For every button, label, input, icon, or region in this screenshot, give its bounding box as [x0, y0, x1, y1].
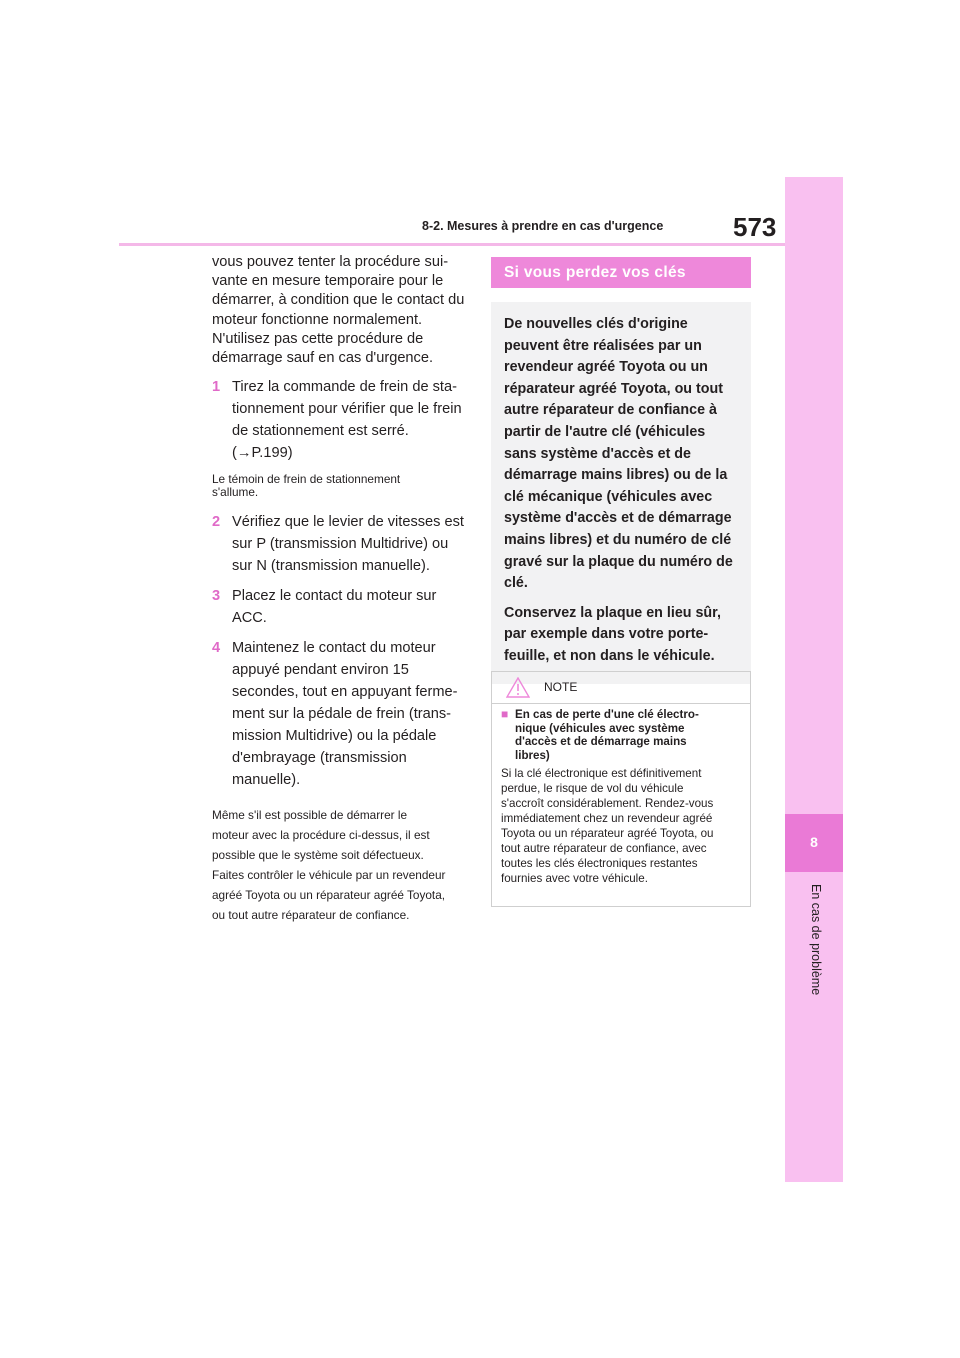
note-line: Si la clé électronique est définitivement — [501, 767, 702, 780]
box-line: Conservez la plaque en lieu sûr, — [504, 604, 721, 621]
step-line: Tirez la commande de frein de sta- — [232, 379, 457, 396]
step-2 — [212, 511, 470, 577]
step-line: ment sur la pédale de frein (trans- — [232, 706, 452, 723]
note-box — [491, 671, 751, 907]
intro-line: démarrer, à condition que le contact du — [212, 292, 465, 309]
chapter-title: En cas de problème — [809, 884, 823, 996]
step-line: sur N (transmission manuelle). — [232, 558, 430, 575]
note-line: s'accroît considérablement. Rendez-vous — [501, 797, 714, 810]
chapter-side-tab — [785, 177, 843, 1182]
final-note — [212, 805, 470, 925]
step-line: mission Multidrive) ou la pédale — [232, 728, 437, 745]
step-number: 2 — [212, 514, 221, 531]
box-line: clé mécanique (véhicules avec — [504, 488, 713, 505]
lost-keys-box — [491, 257, 751, 684]
step-3 — [212, 585, 470, 629]
intro-line: moteur fonctionne normalement. — [212, 311, 423, 328]
note-item-title: libres) — [515, 748, 550, 762]
intro-line: N'utilisez pas cette procédure de — [212, 330, 424, 347]
box-line: système d'accès et de démarrage — [504, 510, 732, 527]
note-line: immédiatement chez un revendeur agréé — [501, 812, 713, 825]
intro-paragraph — [212, 253, 470, 368]
step-line: appuyé pendant environ 15 — [232, 662, 409, 679]
step-line: secondes, tout en appuyant ferme- — [232, 684, 458, 701]
warning-triangle-icon — [506, 677, 530, 698]
procedure-column — [212, 253, 470, 925]
note-line: perdue, le risque de vol du véhicule — [501, 782, 684, 795]
box-line: sans système d'accès et de — [504, 445, 691, 462]
box-line: peuvent être réalisées par un — [504, 337, 702, 354]
step-1 — [212, 376, 470, 464]
intro-line: démarrage sauf en cas d'urgence. — [212, 350, 434, 367]
step-line: tionnement pour vérifier que le frein — [232, 401, 462, 418]
note-line: Faites contrôler le véhicule par un revendeur — [212, 868, 446, 883]
note-item-title: nique (véhicules avec système — [515, 721, 685, 735]
note-text — [492, 762, 750, 886]
note-line: Toyota ou un réparateur agréé Toyota, ou — [501, 827, 714, 840]
box-line: feuille, et non dans le véhicule. — [504, 647, 715, 664]
note-label: NOTE — [544, 680, 578, 694]
box-line: De nouvelles clés d'origine — [504, 316, 688, 332]
note-line: Le témoin de frein de stationnement — [212, 472, 401, 487]
step-line: de stationnement est serré. — [232, 423, 409, 440]
note-line: moteur avec la procédure ci-dessus, il est — [212, 828, 430, 843]
header-rule — [119, 243, 787, 246]
step-line: Vérifiez que le levier de vitesses est — [232, 514, 464, 531]
box-paragraph-2 — [504, 603, 739, 668]
note-header — [492, 672, 750, 704]
note-line: ou tout autre réparateur de confiance. — [212, 908, 410, 923]
box-line: revendeur agréé Toyota ou un — [504, 359, 708, 376]
section-title: 8-2. Mesures à prendre en cas d'urgence — [422, 219, 664, 233]
page-reference-link[interactable]: (→P.199) — [232, 445, 293, 462]
step-4 — [212, 637, 470, 791]
step-line: ACC. — [232, 610, 267, 627]
note-line: toutes les clés électroniques restantes — [501, 857, 698, 870]
step-line: manuelle). — [232, 772, 301, 789]
box-line: clé. — [504, 575, 528, 592]
step-number: 4 — [212, 640, 221, 657]
box-title: Si vous perdez vos clés — [491, 257, 751, 288]
step-number: 3 — [212, 588, 221, 605]
intro-line: vous pouvez tenter la procédure sui- — [212, 254, 449, 270]
step-line: Placez le contact du moteur sur — [232, 588, 437, 605]
box-line: démarrage mains libres) ou de la — [504, 467, 728, 484]
box-line: partir de l'autre clé (véhicules — [504, 423, 706, 440]
chapter-number: 8 — [810, 834, 818, 850]
box-paragraph-1 — [504, 314, 739, 595]
box-line: autre réparateur de confiance à — [504, 402, 717, 419]
intro-line: vante en mesure temporaire pour le — [212, 273, 444, 290]
box-line: par exemple dans votre porte- — [504, 626, 709, 643]
note-line: fournies avec votre véhicule. — [501, 872, 648, 885]
note-item-title: d'accès et de démarrage mains — [515, 735, 687, 748]
page-number: 573 — [733, 212, 777, 242]
box-body — [491, 302, 751, 684]
note-line: agréé Toyota ou un réparateur agréé Toyota, — [212, 888, 446, 903]
step-line: d'embrayage (transmission — [232, 750, 407, 767]
note-item — [492, 704, 750, 762]
step-1-note — [212, 473, 470, 499]
box-line: gravé sur la plaque du numéro de — [504, 553, 733, 570]
step-number: 1 — [212, 379, 221, 396]
note-line: tout autre réparateur de confiance, avec — [501, 842, 707, 855]
step-line: sur P (transmission Multidrive) ou — [232, 536, 449, 553]
box-line: réparateur agréé Toyota, ou tout — [504, 380, 723, 397]
square-bullet-icon: ■ — [501, 707, 509, 721]
note-item-title: En cas de perte d'une clé électro- — [515, 708, 699, 721]
box-line: mains libres) et du numéro de clé — [504, 531, 732, 548]
step-line: Maintenez le contact du moteur — [232, 640, 436, 657]
note-line: s'allume. — [212, 485, 259, 500]
note-line: possible que le système soit défectueux. — [212, 848, 424, 863]
note-line: Même s'il est possible de démarrer le — [212, 808, 408, 823]
